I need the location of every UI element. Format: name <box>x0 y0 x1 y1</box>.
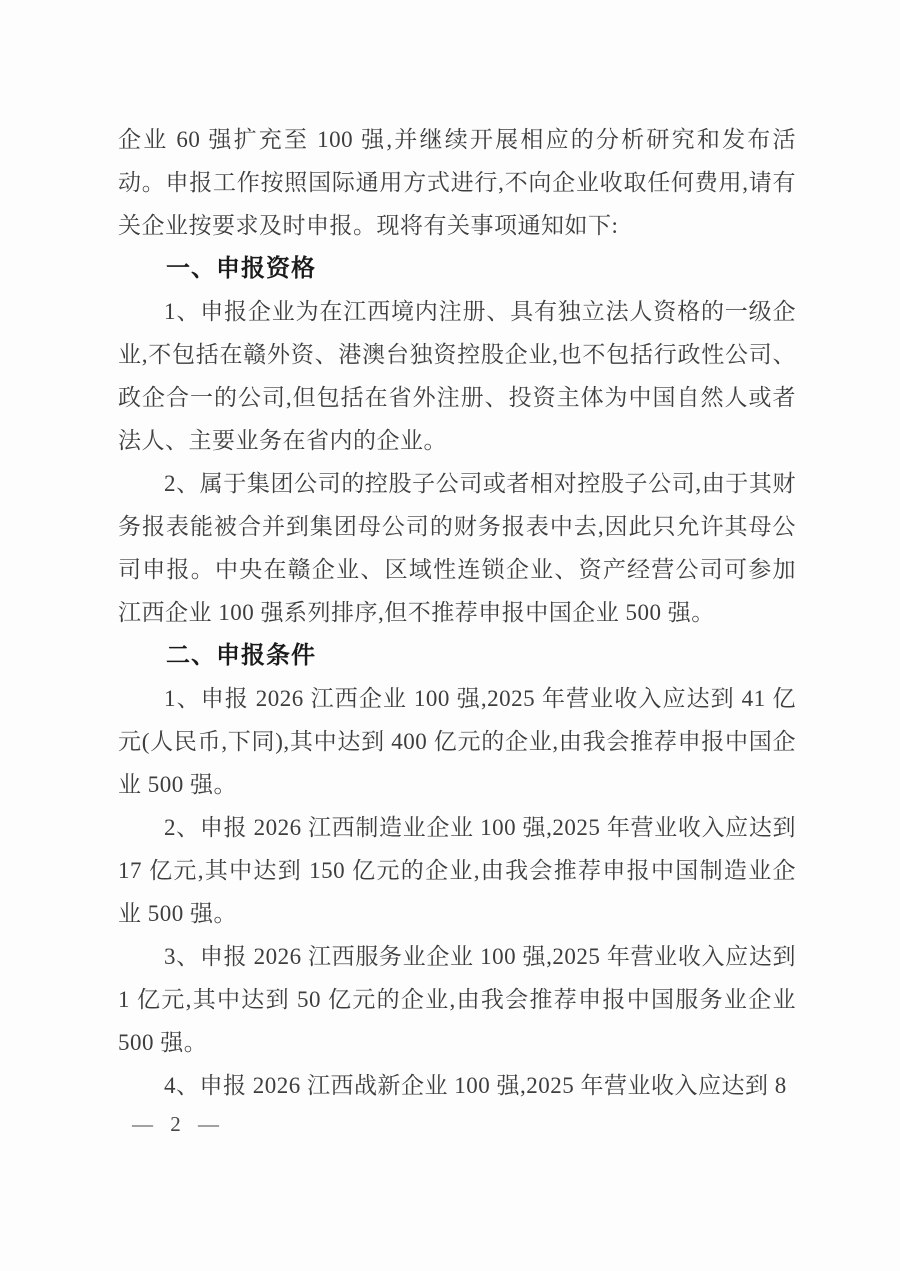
paragraph-condition-item-1: 1、申报 2026 江西企业 100 强,2025 年营业收入应达到 41 亿元(人民币,下同),其中达到 400 亿元的企业,由我会推荐申报中国企业 500 强。 <box>118 686 796 797</box>
paragraph-condition-item-3: 3、申报 2026 江西服务业企业 100 强,2025 年营业收入应达到 1 亿元,其中达到 50 亿元的企业,由我会推荐申报中国服务业企业 500 强。 <box>118 944 796 1055</box>
paragraph-qualification-item-1: 1、申报企业为在江西境内注册、具有独立法人资格的一级企业,不包括在赣外资、港澳台独资控股企业,也不包括行政性公司、政企合一的公司,但包括在省外注册、投资主体为中国自然人或者法人、主要业务在省内的企业。 <box>118 299 796 453</box>
document-body <box>118 118 796 1107</box>
section-heading-application-conditions: 二、申报条件 <box>166 642 316 669</box>
paragraph-intro-continuation: 企业 60 强扩充至 100 强,并继续开展相应的分析研究和发布活动。申报工作按照国际通用方式进行,不向企业收取任何费用,请有关企业按要求及时申报。现将有关事项通知如下: <box>118 127 796 238</box>
page-number: — 2 — <box>132 1112 222 1136</box>
paragraph-qualification-item-2: 2、属于集团公司的控股子公司或者相对控股子公司,由于其财务报表能被合并到集团母公司的财务报表中去,因此只允许其母公司申报。中央在赣企业、区域性连锁企业、资产经营公司可参加江西企业 100 强系列排序,但不推荐申报中国企业 500 强。 <box>118 471 796 625</box>
paragraph-condition-item-2: 2、申报 2026 江西制造业企业 100 强,2025 年营业收入应达到 17 亿元,其中达到 150 亿元的企业,由我会推荐申报中国制造业企业 500 强。 <box>118 815 796 926</box>
section-heading-application-qualification: 一、申报资格 <box>166 255 316 282</box>
paragraph-condition-item-4-truncated: 4、申报 2026 江西战新企业 100 强,2025 年营业收入应达到 8 <box>164 1073 787 1098</box>
